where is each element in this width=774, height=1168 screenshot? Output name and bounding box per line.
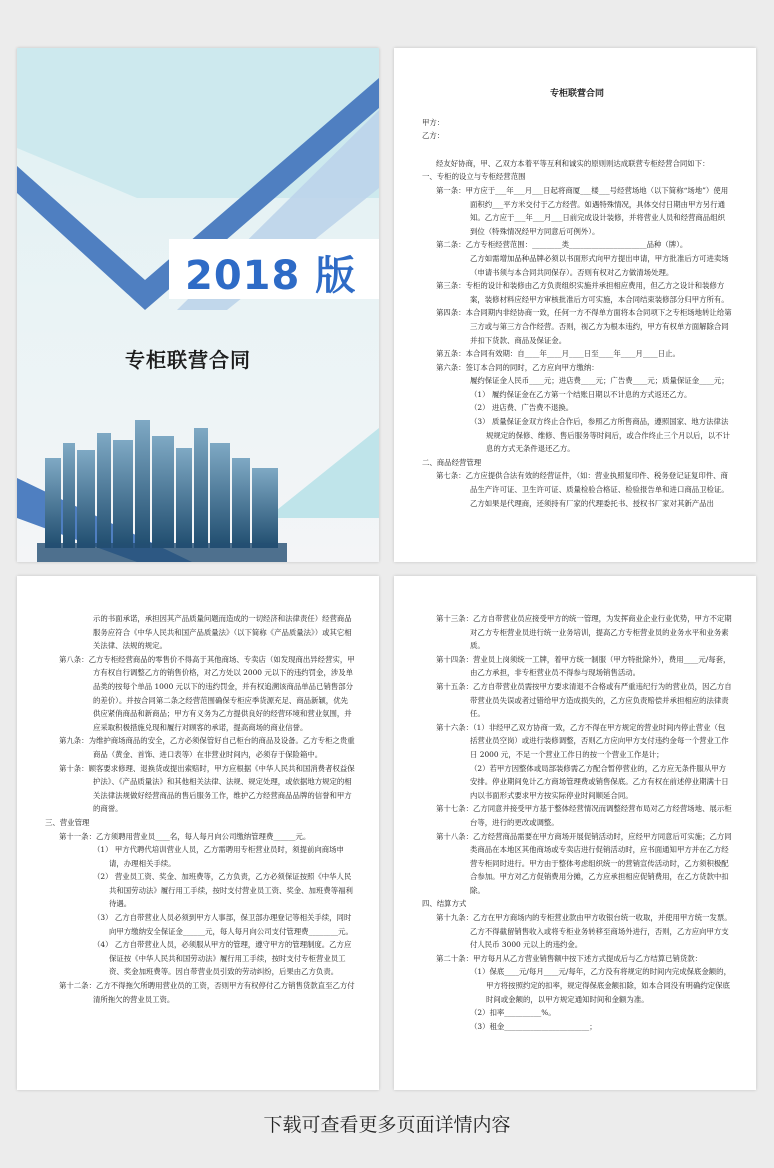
list-item: （3）租金_______________________； bbox=[470, 1021, 597, 1031]
article-16: 第十六条：（1）非经甲乙双方协商一致，乙方不得在甲方规定的营业时间内停止营业（包括营业员空岗）或进行装修调整，否则乙方应向甲方支付违约金每一个营业工作日 2000 元，不足一个营业工作日的按一个营业工作是计； bbox=[436, 722, 729, 759]
article-19: 第十九条：乙方在甲方商场内的专柜营业款由甲方收银台统一收取，并使用甲方统一发票。乙方不得截留销售收入或将专柜业务转移至商场外进行，否则，乙方应向甲方支付人民币 3000 元以上的违约金。 bbox=[436, 913, 732, 950]
article-11: 第十一条：乙方须聘用营业员____名，每人每月向公司缴纳管理费______元。 bbox=[59, 831, 311, 841]
article-3: 第三条：专柜的设计和装修由乙方负责组织实施并承担相应费用，但乙方之设计和装修方案，装修材料应经甲方审核批准后方可实施，本合同结束装修部分归甲方所有。 bbox=[436, 281, 729, 304]
list-item: （2） 进店费、广告费不退换。 bbox=[470, 403, 574, 413]
article-2: 第二条：乙方专柜经营范围：________类_____________________品种（牌）。 bbox=[436, 240, 688, 250]
article-2-detail: 乙方如需增加品种品牌必须以书面形式向甲方提出申请，甲方批准后方可进卖场（申请书须与本合同共同保存）。否则有权对乙方做清场处理。 bbox=[470, 253, 729, 277]
article-12: 第十二条：乙方不得拖欠所聘用营业员的工资，否则甲方有权停付乙方销售货款直至乙方付清所拖欠的营业员工资。 bbox=[59, 981, 355, 1004]
list-item: （1）保底____元/每月____元/每年，乙方没有将规定的时间内完成保底金额的，甲方将按照约定的扣率，规定得保底金额扣除，如本合同没有明确约定保底时间或金额的，以甲方规定通知时间和金额为准。 bbox=[470, 967, 731, 1004]
article-5: 第五条：本合同有效期：自____年____月____日至____年____月____日止。 bbox=[436, 349, 680, 359]
list-item: （2）扣率__________%。 bbox=[470, 1008, 556, 1018]
section-heading: 四、结算方式 bbox=[422, 899, 467, 909]
article-7: 第七条：乙方应提供合法有效的经营证件，（如：营业执照复印件、税务登记证复印件、商品生产许可证、卫生许可证、质量检验合格证、检验报告单和进口商品卫检证。乙方如果是代理商，还须持有厂家的代理委托书、授权书厂家对其新产品出 bbox=[436, 471, 729, 508]
article-20: 第二十条：甲方每月从乙方营业销售额中按下述方式提成后与乙方结算已销货款： bbox=[436, 953, 703, 963]
page-title: 专柜联营合同 bbox=[549, 89, 604, 99]
article-18: 第十八条：乙方经营商品需要在甲方商场开展促销活动时，应经甲方同意后可实施；乙方同类商品在本地区其他商场或专卖店进行促销活动时，应书面通知甲方并在乙方经营专柜同时进行。甲方由于整体考虑组织统一的营销宣传活动时，乙方须积极配合参加。甲方对乙方促销费用分摊，乙方应承担相应促销费用，在乙方货款中扣除。 bbox=[436, 831, 732, 895]
continued-text: 示的书面承诺，承担因其产品质量问题而造成的一切经济和法律责任）经营商品服务应符合《中华人民共和国产品质量法》（以下简称《产品质量法》）或其它相关法律、法规的规定。 bbox=[93, 614, 352, 651]
list-item: （4） 乙方自带营业人员，必须服从甲方的管理，遵守甲方的管理制度。乙方应保证按《中华人民共和国劳动法》履行用工手续，按时支付专柜营业员工资、奖金加班费等。因自带营业员引致的劳动纠纷，后果由乙方负责。 bbox=[93, 940, 352, 977]
download-more-link[interactable]: 下载可查看更多页面详情内容 bbox=[263, 1114, 511, 1136]
article-1: 第一条：甲方应于___年___月___日起将商厦___楼___号经营场地（以下简称“场地”）使用面积约___平方米交付于乙方经营。如遇特殊情况，具体交付日期由甲方另行通知。乙方应于___年___月___日前完成设计装修，并将营业人员和经营商品组织到位（特殊情况经甲方同意后可例外）。 bbox=[436, 185, 729, 236]
cover-title: 专柜联营合同 bbox=[125, 348, 251, 372]
list-item: （1） 履约保证金在乙方第一个结账日期以不计息的方式返还乙方。 bbox=[470, 389, 692, 399]
contract-page-2 bbox=[17, 576, 379, 1090]
list-item: （1） 甲方代聘代培训营业人员，乙方需聘用专柜营业员时，须提前向商场申请，办理相关手续。 bbox=[93, 845, 344, 868]
list-item: （2） 营业员工资、奖金、加班费等，乙方负责，乙方必须保证按照《中华人民共和国劳动法》履行用工手续，按时支付营业员工资、奖金、加班费等福利待遇。 bbox=[93, 872, 353, 909]
article-6-fees: 履约保证金人民币____元；进店费____元；广告费____元；质量保证金____元； bbox=[470, 376, 729, 386]
article-6: 第六条：签订本合同的同时，乙方应向甲方缴纳： bbox=[436, 362, 599, 372]
contract-page-3 bbox=[394, 576, 756, 1090]
article-13: 第十三条：乙方自带营业员应接受甲方的统一管理，为发挥商业企业行业优势，甲方不定期对乙方专柜营业员进行统一业务培训，提高乙方专柜营业员的业务水平和业务素质。 bbox=[436, 614, 732, 651]
section-heading: 一、专柜的设立与专柜经营范围 bbox=[422, 172, 526, 182]
list-item: （3） 乙方自带营业人员必须到甲方人事部，保卫部办理登记等相关手续，同时向甲方缴纳安全保证金______元，每人每月向公司支付管理费________元。 bbox=[93, 913, 353, 936]
section-heading: 三、营业管理 bbox=[45, 817, 90, 827]
article-14: 第十四条：营业员上岗须统一工牌，着甲方统一制服（甲方特批除外），费用____元/每套，由乙方承担，非专柜营业员不得参与现场销售活动。 bbox=[436, 654, 731, 678]
article-9: 第九条：为维护商场商品的安全，乙方必须保管好自己柜台的商品及设备。乙方专柜之贵重商品（黄金、首饰、进口表等）在非营业时间内，必须存于保险箱中。 bbox=[59, 736, 355, 759]
article-15: 第十五条：乙方自带营业员需按甲方要求清退不合格或有严重违纪行为的营业员，因乙方自带营业员失误或者过错给甲方造成损失的，乙方应负责赔偿并承担相应的法律责任。 bbox=[436, 681, 732, 719]
cover-graphic bbox=[17, 48, 379, 562]
article-16-detail: （2）若甲方因整体或局部装修需乙方配合暂停营业的，乙方应无条件服从甲方安排。停业期间免计乙方商场管理费或销售保底。乙方有权在前述停业期满十日内以书面形式要求甲方按实际停业时间顺延合同。 bbox=[470, 763, 729, 800]
article-8: 第八条：乙方专柜经营商品的零售价不得高于其他商场、专卖店（如发现商出异经营实，甲方有权自行调整乙方的销售价格，对乙方处以 2000 元以下的违约罚金，涉及单品类的按每个单品 1000 元以下的违约罚金，并有权追溯该商品单品已销售部分的差价）。并按合同第二条之经营范围确保专柜应季货源充足、商品新颖，优先供应紧俏商品和新商品；甲方有义务为乙方提供良好的经营环境和营业氛围，并应采取积极措施兑现和履行对顾客的承诺，提高商场的商业信誉。 bbox=[59, 654, 355, 732]
article-4: 第四条：本合同期内非经协商一致，任何一方不得单方面将本合同项下之专柜场地转让给第三方或与第三方合作经营。否则，视乙方为根本违约，甲方有权单方面解除合同并扣下货款、商品及保证金。 bbox=[436, 308, 732, 345]
cover-year: 2018 版 bbox=[185, 253, 357, 299]
list-item: （3） 质量保证金双方终止合作后，参照乙方所售商品，遵照国家、地方法律法规规定的保修、维修、售后服务等时间后，或合作终止三个月以后，以不计息的方式无条件退还乙方。 bbox=[470, 417, 730, 454]
article-10: 第十条：顾客要求修理、退换货或提出索赔时，甲方应根据《中华人民共和国消费者权益保护法》、《产品质量法》和其他相关法律、法规、规定处理，或依据地方规定的相关法律法规做好经营商品的售后服务工作，维护乙方经营商品品牌的信誉和甲方的商誉。 bbox=[59, 763, 355, 814]
party-a: 甲方： bbox=[422, 117, 445, 127]
party-b: 乙方： bbox=[422, 131, 445, 141]
section-heading: 二、商品经营管理 bbox=[422, 457, 482, 467]
intro: 经友好协商，甲、乙双方本着平等互利和诚实的原则则达成联营专柜经营合同如下： bbox=[436, 158, 710, 168]
contract-page-1 bbox=[394, 48, 756, 562]
cover-page bbox=[17, 48, 379, 562]
article-17: 第十七条：乙方同意并接受甲方基于整体经营情况而调整经营布局对乙方经营场地、展示柜台等，进行的更改或调整。 bbox=[436, 804, 732, 827]
